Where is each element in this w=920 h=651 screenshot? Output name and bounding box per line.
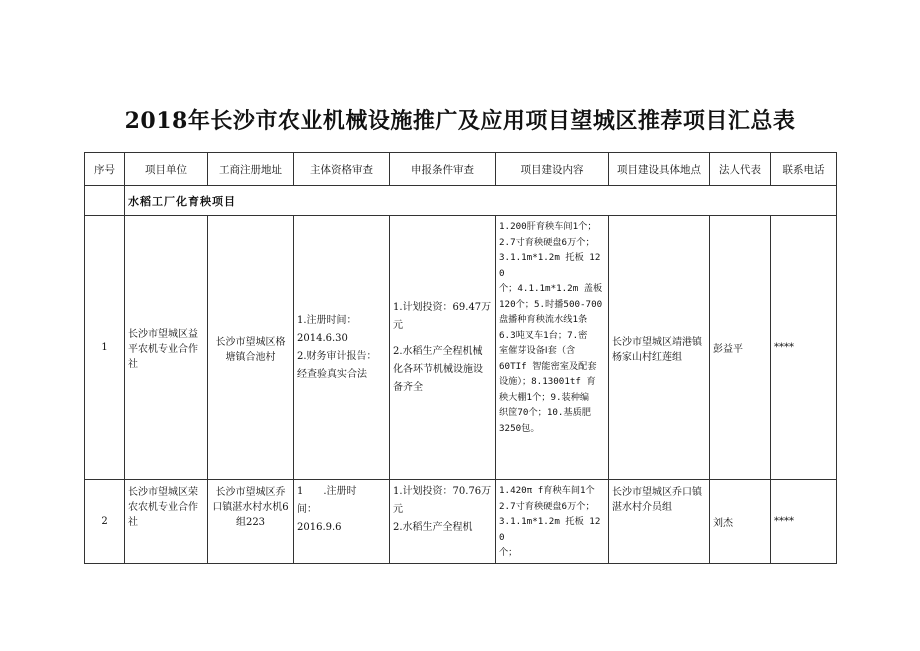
row-number: 2 [85,480,125,564]
header-cell: 工商注册地址 [208,153,294,186]
qualification-line: 2016.9.6 [297,522,342,533]
qualification-line: 1.注册时间： [297,314,357,326]
header-cell: 序号 [85,153,125,186]
project-unit: 长沙市望城区荣农农机专业合作社 [125,480,208,564]
condition-line: 1.计划投资：70.76万元 [393,486,492,515]
content-line: 3250包。 [499,422,540,434]
project-location: 长沙市望城区乔口镇湛水村介员组 [609,480,710,564]
content-line: 2.7寸育秧硬盘6万个； [499,500,595,512]
content-line: 盘播种育秧流水线1条 [499,314,588,325]
header-cell: 主体资格审查 [294,153,390,186]
header-cell: 项目建设具体地点 [609,153,710,186]
qualification-review [294,480,390,564]
header-cell: 法人代表 [710,153,771,186]
contact-phone: **** [771,216,837,480]
header-cell: 联系电话 [771,153,837,186]
content-line: 设施）；8.13001tf 育 [499,376,596,387]
qualification-line: 2014.6.30 [297,332,348,344]
project-location: 长沙市望城区靖港镇杨家山村红莲组 [609,216,710,480]
content-line: 3.1.1m*1.2m 托板 120 [499,516,601,543]
content-line: 室催芽设备Ⅰ套（含 [499,345,576,356]
content-line: 6.3吨叉车1台；7.密 [499,329,588,341]
registered-address: 长沙市望城区格塘镇合池村 [208,216,294,480]
table-row [85,216,837,480]
conditions-review [390,480,496,564]
section-blank [85,186,125,216]
content-line: 个； [499,547,518,558]
qualification-review [294,216,390,480]
condition-line: 2.水稻生产全程机 [393,522,473,533]
construction-content [496,216,609,480]
content-line: 3.1.1m*1.2m 托板 120 [499,252,601,279]
qualification-line: 间： [297,504,317,515]
condition-line: 1.计划投资：69.47万元 [393,301,492,331]
table-row [85,480,837,564]
row-number: 1 [85,216,125,480]
registered-address: 长沙市望城区乔口镇湛水村水机6组223 [208,480,294,564]
header-cell: 项目建设内容 [496,153,609,186]
summary-table [84,152,837,564]
qualification-line: 1 .注册时 [297,486,357,497]
header-row [85,153,837,186]
section-title: 水稻工厂化育秧项目 [125,186,837,216]
header-cell: 项目单位 [125,153,208,186]
condition-line: 2.水稻生产全程机械化各环节机械设施设备齐全 [393,345,483,393]
legal-representative: 彭益平 [710,216,771,480]
content-line: 60TIf 智能密室及配套 [499,360,597,372]
content-line: 2.7寸育秧硬盘6万个； [499,236,595,248]
project-unit: 长沙市望城区益平农机专业合作社 [125,216,208,480]
legal-representative: 刘杰 [710,480,771,564]
content-line: 1.420π f育秧车间1个 [499,485,595,496]
content-line: 个；4.1.1m*1.2m 盖板 [499,283,603,294]
content-line: 织筐70个；10.基质肥 [499,407,591,418]
page-title: 2018年长沙市农业机械设施推广及应用项目望城区推荐项目汇总表 [124,108,796,134]
section-row [85,186,837,216]
construction-content [496,480,609,564]
qualification-line: 2.财务审计报告： [297,350,377,362]
content-line: 秧大棚1个；9.装种编 [499,391,590,403]
contact-phone: **** [771,480,837,564]
header-cell: 申报条件审查 [390,153,496,186]
qualification-line: 经查验真实合法 [297,368,367,380]
content-line: 1.200肝育秧车间1个； [499,221,597,232]
content-line: 120个；5.时播500-700 [499,298,603,310]
conditions-review [390,216,496,480]
